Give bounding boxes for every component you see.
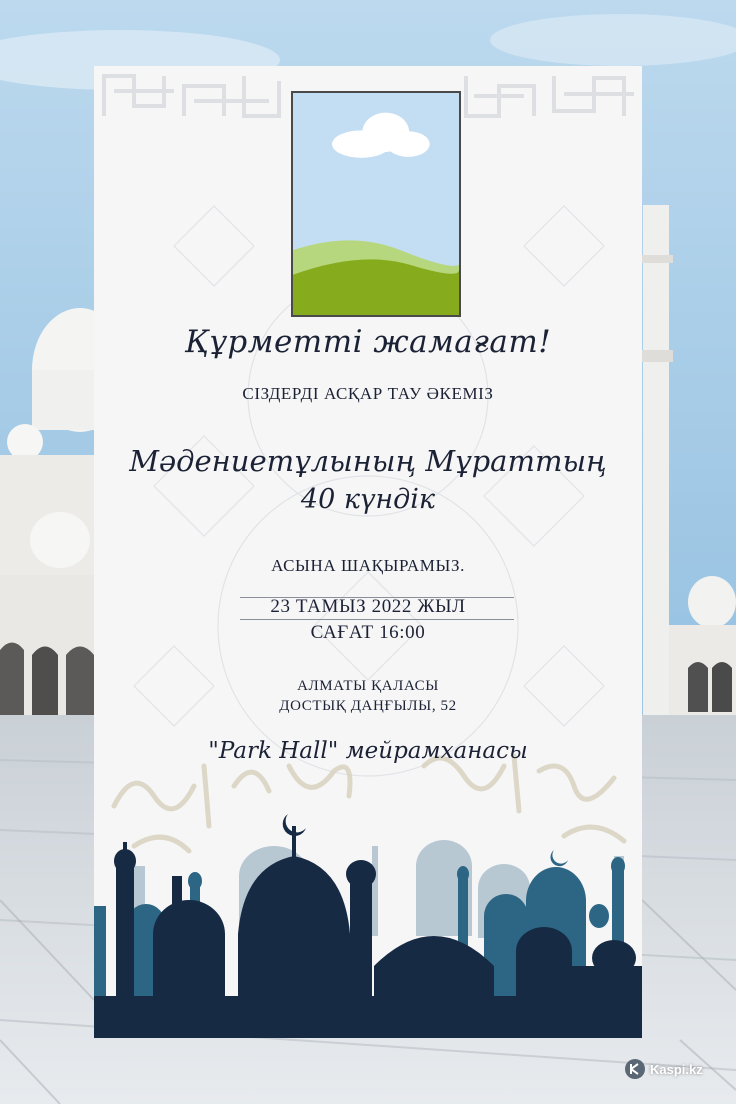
- memorial-day-title: 40 күндік: [300, 484, 436, 515]
- kaspi-label: Kaspi.kz: [650, 1061, 703, 1077]
- kaspi-logo-icon: [625, 1059, 645, 1079]
- invite-line: СІЗДЕРДІ АСҚАР ТАУ ӘКЕМІЗ: [242, 384, 494, 403]
- greeting-heading: Құрметті жамағат!: [184, 324, 552, 360]
- deceased-name: Мәдениетұлының Мұраттың: [129, 444, 607, 478]
- venue-name: "Park Hall" мейрамханасы: [208, 738, 528, 764]
- photo-placeholder: [291, 91, 461, 317]
- invitation-card: [94, 66, 642, 1038]
- event-address: ДОСТЫҚ ДАҢҒЫЛЫ, 52: [279, 698, 457, 714]
- landscape-placeholder-icon: [293, 93, 459, 315]
- calligraphy-strokes: [114, 756, 624, 851]
- invite-line-2: АСЫНА ШАҚЫРАМЫЗ.: [271, 556, 465, 575]
- event-date: 23 ТАМЫЗ 2022 ЖЫЛ: [270, 596, 466, 617]
- divider-bottom: [240, 619, 514, 620]
- event-city: АЛМАТЫ ҚАЛАСЫ: [297, 678, 439, 694]
- kaspi-watermark: [625, 1058, 703, 1080]
- event-time: САҒАТ 16:00: [310, 622, 426, 643]
